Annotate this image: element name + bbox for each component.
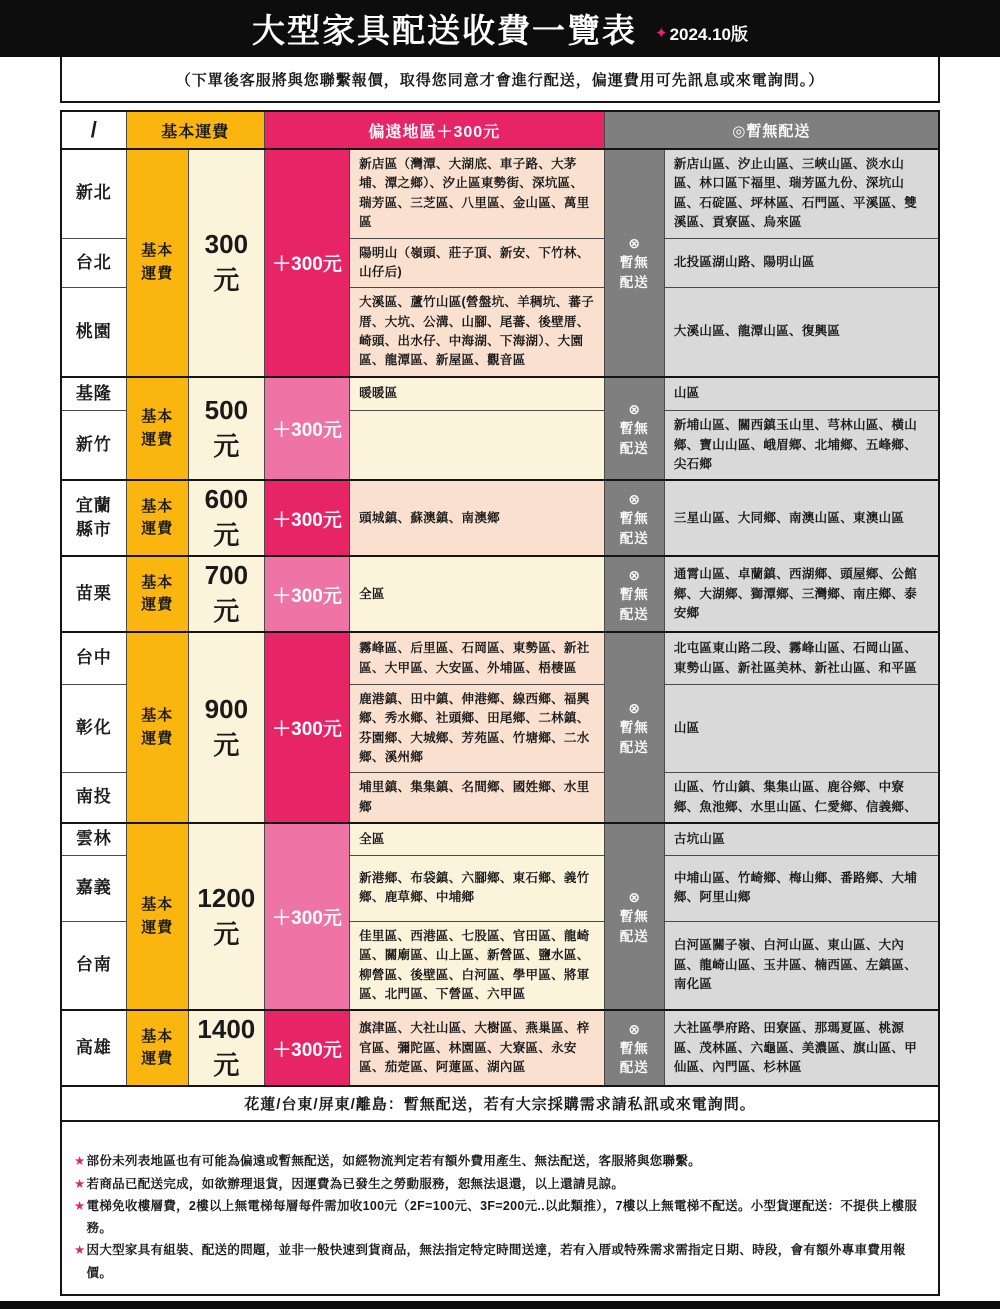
subtitle-text: （下單後客服將與您聯繫報價，取得您同意才會進行配送，偏運費用可先訊息或來電詢問。）	[175, 71, 825, 89]
footnote-item	[74, 1150, 926, 1172]
basic-fee-label-cell: 基本運費	[126, 556, 188, 632]
fee-value: 1200元	[188, 823, 264, 1010]
region-label: 基隆	[61, 377, 126, 411]
no-delivery-badge	[604, 149, 664, 377]
no-delivery-areas-text: 古坑山區	[664, 823, 939, 855]
no-delivery-areas-text: 山區	[664, 684, 939, 773]
remote-areas-text: 全區	[350, 556, 605, 632]
basic-fee-label-cell: 基本運費	[126, 632, 188, 823]
region-label: 桃園	[61, 288, 126, 377]
no-delivery-areas-text: 北投區湖山路、陽明山區	[664, 238, 939, 288]
remote-areas-text: 埔里鎮、集集鎮、名間鄉、國姓鄉、水里鄉	[350, 773, 605, 823]
region-label: 宜蘭縣市	[61, 480, 126, 556]
bottom-black-bar	[0, 1301, 1000, 1309]
no-delivery-icon: ⊗	[628, 888, 641, 905]
no-delivery-badge-label: 暫無配送	[619, 421, 649, 456]
footnotes-box	[60, 1122, 940, 1296]
no-delivery-areas-text: 白河區關子嶺、白河山區、東山區、大內區、龍崎山區、玉井區、楠西區、左鎮區、南化區	[664, 921, 939, 1010]
no-delivery-badge	[604, 632, 664, 823]
footnote-item	[74, 1195, 926, 1240]
no-delivery-badge	[604, 480, 664, 556]
no-delivery-badge-label: 暫無配送	[619, 586, 649, 622]
surcharge-value: ＋300元	[264, 1010, 349, 1086]
sparkle-icon: ✦	[654, 24, 668, 42]
delivery-fee-table	[60, 110, 940, 1122]
footnote-text: 因大型家具有組裝、配送的問題，並非一般快速到貨商品，無法指定特定時間送達，若有入厝或特殊需求需指定日期、時段，會有額外專車費用報價。	[86, 1243, 906, 1280]
no-delivery-icon: ⊗	[628, 235, 641, 252]
table-row	[61, 632, 939, 684]
basic-fee-label-cell: 基本運費	[126, 149, 188, 377]
star-icon: ★	[74, 1243, 86, 1258]
table-row	[61, 1010, 939, 1086]
fee-value: 500元	[188, 377, 264, 481]
content-frame	[60, 57, 940, 1296]
no-delivery-badge	[604, 377, 664, 481]
basic-fee-label-cell: 基本運費	[126, 823, 188, 1010]
no-delivery-badge	[604, 823, 664, 1010]
fee-value: 900元	[188, 632, 264, 823]
table-row	[61, 377, 939, 411]
no-delivery-areas-text: 山區、竹山鎮、集集山區、鹿谷鄉、中寮鄉、魚池鄉、水里山區、仁愛鄉、信義鄉、	[664, 773, 939, 823]
title-bar	[0, 0, 1000, 57]
footnote-item	[74, 1239, 926, 1284]
remote-areas-text: 佳里區、西港區、七股區、官田區、龍崎區、關廟區、山上區、新營區、鹽水區、柳營區、後壁區、白河區、學甲區、將軍區、北門區、下營區、六甲區	[350, 921, 605, 1010]
subtitle-box	[60, 57, 940, 103]
no-delivery-areas-text: 大溪山區、龍潭山區、復興區	[664, 288, 939, 377]
no-delivery-icon: ⊗	[628, 700, 641, 717]
no-delivery-areas-text: 三星山區、大同鄉、南澳山區、東澳山區	[664, 480, 939, 556]
no-delivery-areas-text: 中埔山區、竹崎鄉、梅山鄉、番路鄉、大埔鄉、阿里山鄉	[664, 855, 939, 921]
no-delivery-badge-label: 暫無配送	[619, 255, 649, 291]
region-label: 苗栗	[61, 556, 126, 632]
header-no-delivery: ◎暫無配送	[604, 111, 939, 149]
fee-value: 700元	[188, 556, 264, 632]
region-label: 新竹	[61, 411, 126, 481]
table-row	[61, 149, 939, 238]
page-title: 大型家具配送收費一覽表	[251, 12, 637, 49]
surcharge-value: ＋300元	[264, 149, 349, 377]
no-delivery-areas-text: 新埔山區、關西鎮玉山里、芎林山區、橫山鄉、寶山山區、峨眉鄉、北埔鄉、五峰鄉、尖石鄉	[664, 411, 939, 481]
no-delivery-areas-text: 通霄山區、卓蘭鎮、西湖鄉、頭屋鄉、公館鄉、大湖鄉、獅潭鄉、三灣鄉、南庄鄉、泰安鄉	[664, 556, 939, 632]
no-delivery-badge-label: 暫無配送	[619, 1040, 649, 1076]
remote-areas-text: 大溪區、蘆竹山區(營盤坑、羊稠坑、蕃子厝、大坑、公溝、山腳、尾蕃、後壁厝、崎頭、出水仔、中海湖、下海湖）、大園區、龍潭區、新屋區、觀音區	[350, 288, 605, 377]
region-label: 南投	[61, 773, 126, 823]
table-header-row	[61, 111, 939, 149]
remote-areas-text	[350, 411, 605, 481]
no-delivery-icon: ⊗	[628, 566, 641, 583]
remote-areas-text: 全區	[350, 823, 605, 855]
basic-fee-label-cell: 基本運費	[126, 377, 188, 481]
version-badge	[655, 20, 748, 45]
surcharge-value: ＋300元	[264, 556, 349, 632]
surcharge-value: ＋300元	[264, 632, 349, 823]
star-icon: ★	[74, 1176, 86, 1191]
footnote-text: 部份未列表地區也有可能為偏遠或暫無配送，如經物流判定若有額外費用產生、無法配送，客服將與您聯繫。	[86, 1154, 701, 1169]
basic-fee-label-cell: 基本運費	[126, 1010, 188, 1086]
region-label: 彰化	[61, 684, 126, 773]
table-row	[61, 480, 939, 556]
surcharge-value: ＋300元	[264, 377, 349, 481]
fee-value: 600元	[188, 480, 264, 556]
remote-areas-text: 新店區（灣潭、大湖底、車子路、大茅埔、潭之鄉）、汐止區東勢街、深坑區、瑞芳區、三芝區、八里區、金山區、萬里區	[350, 149, 605, 238]
no-delivery-icon: ⊗	[628, 1020, 641, 1037]
remote-areas-text: 鹿港鎮、田中鎮、伸港鄉、線西鄉、福興鄉、秀水鄉、社頭鄉、田尾鄉、二林鎮、芬園鄉、大城鄉、芳苑區、竹塘鄉、二水鄉、溪州鄉	[350, 684, 605, 773]
region-label: 台北	[61, 238, 126, 288]
region-label: 雲林	[61, 823, 126, 855]
remote-areas-text: 霧峰區、后里區、石岡區、東勢區、新社區、大甲區、大安區、外埔區、梧棲區	[350, 632, 605, 684]
region-label: 嘉義	[61, 855, 126, 921]
spacer	[60, 103, 940, 110]
no-delivery-badge	[604, 556, 664, 632]
footnote-text: 若商品已配送完成，如欲辦理退貨，因運費為已發生之勞動服務，恕無法退還，以上還請見諒。	[86, 1176, 625, 1191]
no-delivery-areas-text: 大社區學府路、田寮區、那瑪夏區、桃源區、茂林區、六龜區、美濃區、旗山區、甲仙區、內門區、杉林區	[664, 1010, 939, 1086]
remote-areas-text: 陽明山（嶺頭、莊子頂、新安、下竹林、山仔后)	[350, 238, 605, 288]
no-delivery-icon: ⊗	[628, 400, 641, 417]
fee-value: 300元	[188, 149, 264, 377]
footnote-text: 電梯免收樓層費，2樓以上無電梯每層每件需加收100元（2F=100元、3F=200元..以此類推），7樓以上無電梯不配送。小型貨運配送：不提供上樓服務。	[86, 1198, 918, 1236]
no-delivery-badge-label: 暫無配送	[619, 720, 649, 755]
version-label: 2024.10版	[669, 25, 749, 44]
header-remote-areas: 偏遠地區＋300元	[264, 111, 604, 149]
header-basic-fee: 基本運費	[126, 111, 264, 149]
header-region: /	[61, 111, 126, 149]
no-delivery-badge	[604, 1010, 664, 1086]
no-delivery-badge-label: 暫無配送	[619, 909, 649, 944]
basic-fee-label-cell: 基本運費	[126, 480, 188, 556]
no-delivery-areas-text: 新店山區、汐止山區、三峽山區、淡水山區、林口區下福里、瑞芳區九份、深坑山區、石碇區、坪林區、石門區、平溪區、雙溪區、貢寮區、烏來區	[664, 149, 939, 238]
bottom-note-row	[61, 1086, 939, 1121]
star-icon: ★	[74, 1154, 86, 1169]
remote-areas-text: 頭城鎮、蘇澳鎮、南澳鄉	[350, 480, 605, 556]
table-row	[61, 823, 939, 855]
remote-areas-text: 新港鄉、布袋鎮、六腳鄉、東石鄉、義竹鄉、鹿草鄉、中埔鄉	[350, 855, 605, 921]
no-delivery-icon: ⊗	[628, 490, 641, 507]
no-delivery-badge-label: 暫無配送	[619, 510, 649, 546]
region-label: 新北	[61, 149, 126, 238]
region-label: 高雄	[61, 1010, 126, 1086]
fee-value: 1400元	[188, 1010, 264, 1086]
footnote-item	[74, 1173, 926, 1195]
table-row	[61, 556, 939, 632]
remote-areas-text: 暖暖區	[350, 377, 605, 411]
region-label: 台南	[61, 921, 126, 1010]
remote-areas-text: 旗津區、大社山區、大樹區、燕巢區、梓官區、彌陀區、林園區、大寮區、永安區、茄萣區、阿蓮區、湖內區	[350, 1010, 605, 1086]
region-label: 台中	[61, 632, 126, 684]
no-delivery-areas-text: 北屯區東山路二段、霧峰山區、石岡山區、東勢山區、新社區美林、新社山區、和平區	[664, 632, 939, 684]
surcharge-value: ＋300元	[264, 823, 349, 1010]
surcharge-value: ＋300元	[264, 480, 349, 556]
bottom-note-text: 花蓮/台東/屏東/離島：暫無配送，若有大宗採購需求請私訊或來電詢問。	[61, 1086, 939, 1121]
no-delivery-areas-text: 山區	[664, 377, 939, 411]
star-icon: ★	[74, 1198, 86, 1213]
